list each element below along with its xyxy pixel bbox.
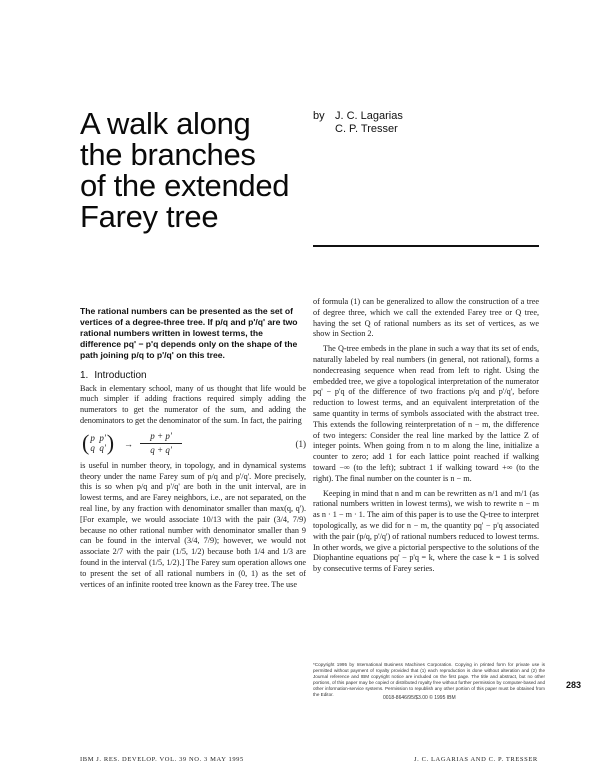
right-paragraph-3: Keeping in mind that n and m can be rewritten as n/1 and m/1 (as rational numbers written in lowest terms), we wish to rewrite n − m as n · 1 − m · 1. The aim of this paper is to use the Q-tree to interpret topologically, as we did for n − m, the quantity pq' − p'q associated with the pair (p/q, p'/q') of rational numbers reduced to lowest terms. In other words, we give a pictorial perspective to the solutions of the Diophantine equations pq' − p'q = k, where the case k = 1 is solved by consecutive terms of Farey series.: [313, 488, 539, 574]
intro-paragraph-2: is useful in number theory, in topology, and in dynamical systems theory under the name Farey sum of p/q and p'/q'. More precisely, this is so when p/q and p'/q' are both in the unit interval, are in lowest terms, and are Farey neighbors, i.e., are not separated, on the real line, by any fraction with denominator smaller than max(q, q'). [For example, we would associate 10/13 with the pair (3/4, 7/9) because no other rational number with denominator smaller than 9 can be found in the interval (3/4, 7/9); however, we would not associate 2/7 with the pair (1/5, 1/2) because both 1/4 and 1/3 are found in the interval (1/5, 1/2).] The Farey sum operation allows one to present the set of all rational numbers in (0, 1) as the set of vertices of an infinite rooted tree known as the Farey tree. The use: [80, 460, 306, 589]
abstract: The rational numbers can be presented as the set of vertices of a degree-three tree. If p/q and p'/q' are two rational numbers written in lowest terms, the difference pq' − p'q depends only on the shape of the path joining p/q to p'/q' on this tree.: [80, 305, 298, 360]
equation-number: (1): [295, 438, 306, 449]
equation-1: [80, 430, 306, 458]
matrix-cell: q: [90, 442, 95, 453]
title-line: of the extended: [80, 168, 290, 203]
section-heading: [80, 369, 306, 382]
section-number: 1.: [80, 369, 89, 381]
right-paragraph-1: of formula (1) can be generalized to allow the construction of a tree of degree three, which we call the extended Farey tree or Q tree, having the set Q of rational numbers as its set of vertices, as we show in Section 2.: [313, 297, 539, 339]
title-rule: [313, 245, 539, 247]
fraction-denominator: q + q': [150, 444, 172, 455]
right-paragraph-2: The Q-tree embeds in the plane in such a way that its set of ends, naturally labeled by real numbers (in general, not rational), forms a nondecreasing sequence when read from left to right. Using the embedded tree, we give a topological interpretation of the numerator pq' − p'q of the difference of two fractions p/q and p'/q', before reduction to lowest terms, and an equivalent interpretation of the same quantity in terms of symbols associated with the abstract tree. This extends the following reinterpretation of n − m, the difference of two integers: Consider the real line marked by the lattice Z of integer points. When going from n to m along the line, initialize a counter to zero; add 1 for each lattice point reached if walking toward −∞ (to the left); subtract 1 if walking toward +∞ (to the right). The final number on the counter is n − m.: [313, 344, 539, 483]
page-number: 283: [566, 680, 582, 690]
right-column: [313, 297, 539, 575]
left-column: [80, 297, 306, 590]
maps-to-arrow: →: [124, 438, 133, 449]
section-title: Introduction: [94, 369, 147, 381]
issn-line: 0018-8646/95/$3.00 © 1995 IBM: [383, 695, 456, 701]
byline-by: by: [313, 110, 325, 122]
author-2: C. P. Tresser: [335, 123, 398, 135]
matrix-cell: p: [90, 432, 95, 443]
paper-title: [80, 108, 315, 232]
byline: [313, 110, 403, 136]
title-line: A walk along: [80, 106, 251, 141]
farey-sum-fraction: [140, 431, 182, 456]
matrix-cell: q': [99, 442, 106, 453]
title-line: Farey tree: [80, 199, 219, 234]
intro-paragraph-1: Back in elementary school, many of us thought that life would be much simpler if adding fractions required simply adding the numerators to get the numerator of the sum, and adding the denominators to get the denominator of the sum. In fact, the pairing: [80, 383, 306, 425]
authors-footer: J. C. LAGARIAS AND C. P. TRESSER: [414, 756, 538, 763]
pair-matrix: (p p' q q'): [82, 429, 115, 455]
title-line: the branches: [80, 137, 256, 172]
matrix-cell: p': [99, 432, 106, 443]
journal-footer: IBM J. RES. DEVELOP. VOL. 39 NO. 3 MAY 1995: [80, 756, 244, 763]
fraction-numerator: p + p': [150, 430, 172, 441]
copyright-footnote: *Copyright 1995 by International Business Machines Corporation. Copying in printed form for private use is permitted without payment of royalty provided that (1) each reproduction is done without alteration and (2) the Journal reference and IBM copyright notice are included on the first page. The title and abstract, but no other portions, of this paper may be copied or distributed royalty free without further permission by computer-based and other information-service systems. Permission to republish any other portion of this paper must be obtained from the Editor.: [313, 662, 545, 697]
author-1: J. C. Lagarias: [335, 110, 403, 122]
